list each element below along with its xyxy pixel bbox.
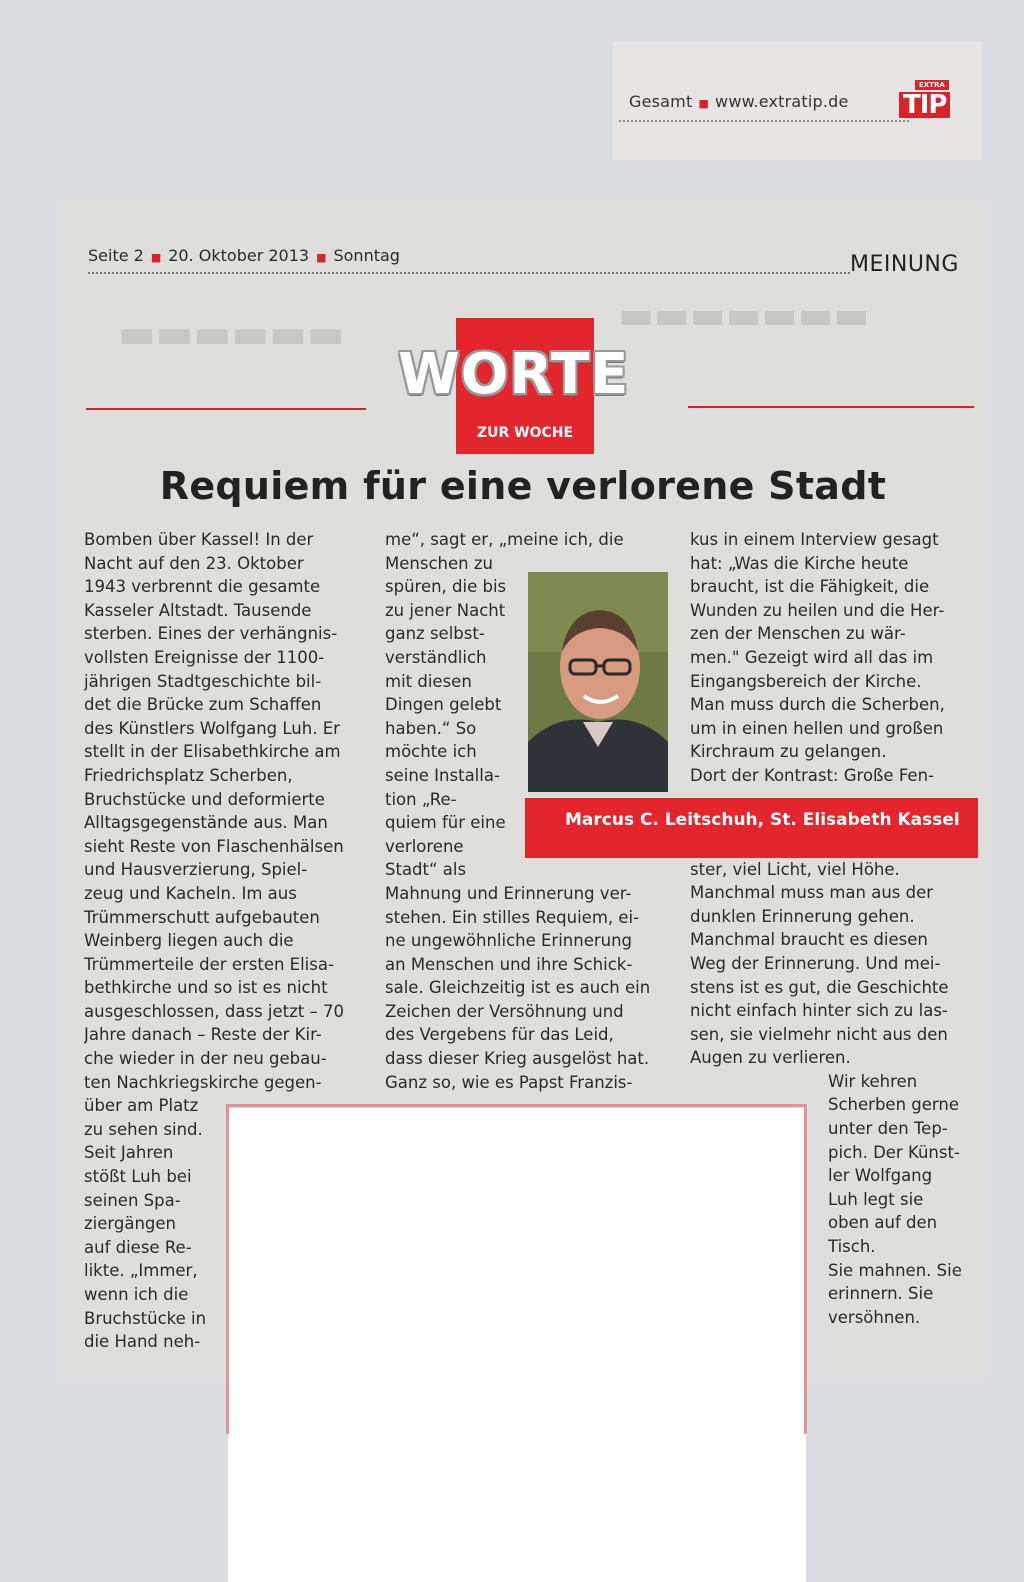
text-line: Friedrichsplatz Scherben, bbox=[84, 765, 293, 785]
text-line: Wir kehren bbox=[828, 1071, 918, 1091]
text-line: stößt Luh bei bbox=[84, 1167, 192, 1187]
masthead-line bbox=[629, 92, 849, 111]
photo-caption-bar bbox=[525, 798, 978, 858]
text-line: Weg der Erinnerung. Und mei- bbox=[690, 953, 941, 973]
text-line: Menschen zu bbox=[385, 553, 493, 573]
text-line: haben.“ So bbox=[385, 718, 477, 738]
text-line: ganz selbst- bbox=[385, 624, 485, 644]
text-line: Wunden zu heilen und die Her- bbox=[690, 600, 945, 620]
cutout-border bbox=[228, 1104, 806, 1107]
text-line: men." Gezeigt wird all das im bbox=[690, 647, 934, 667]
text-line: und Hausverzierung, Spiel- bbox=[84, 860, 308, 880]
text-line: ausgeschlossen, dass jetzt – 70 bbox=[84, 1001, 344, 1021]
text-line: jährigen Stadtgeschichte bil- bbox=[84, 671, 322, 691]
text-line: oben auf den bbox=[828, 1213, 938, 1233]
dotted-rule bbox=[619, 120, 909, 122]
text-line: Kirchraum zu gelangen. bbox=[690, 742, 887, 762]
author-photo bbox=[528, 572, 668, 792]
masthead-clipping bbox=[613, 42, 982, 160]
text-line: zu jener Nacht bbox=[385, 600, 506, 620]
text-line: dunklen Erinnerung gehen. bbox=[690, 906, 915, 926]
text-line: wenn ich die bbox=[84, 1285, 189, 1304]
text-line: Nacht auf den 23. Oktober bbox=[84, 553, 304, 573]
text-line: Scherben gerne bbox=[828, 1095, 959, 1115]
text-line: Sie mahnen. Sie bbox=[828, 1260, 962, 1280]
text-line: quiem für eine bbox=[385, 813, 506, 833]
text-line: Dingen gelebt bbox=[385, 695, 502, 715]
text-line: Bruchstücke und deformierte bbox=[84, 789, 325, 809]
text-line: über am Platz bbox=[84, 1096, 199, 1116]
worte-logo-sub: ZUR WOCHE bbox=[476, 425, 574, 441]
text-line: nicht einfach hinter sich zu las- bbox=[690, 1001, 948, 1021]
page-number: Seite 2 bbox=[88, 246, 144, 265]
logo-tip-word: TIP bbox=[899, 92, 950, 118]
text-line: Eingangsbereich der Kirche. bbox=[690, 671, 922, 691]
text-line: zeug und Kacheln. Im aus bbox=[84, 883, 297, 903]
text-line: Alltagsgegenstände aus. Man bbox=[84, 813, 328, 833]
text-line: an Menschen und ihre Schick- bbox=[385, 954, 633, 974]
text-line: Weinberg liegen auch die bbox=[84, 931, 294, 951]
text-line: Augen zu verlieren. bbox=[690, 1048, 851, 1068]
section-label: MEINUNG bbox=[850, 252, 959, 277]
text-line: Bruchstücke in bbox=[84, 1308, 207, 1328]
photo-caption: Marcus C. Leitschuh, St. Elisabeth Kassel bbox=[565, 810, 960, 830]
text-line: stehen. Ein stilles Requiem, ei- bbox=[385, 907, 640, 927]
text-line: seine Installa- bbox=[385, 765, 500, 785]
text-line: sen, sie vielmehr nicht aus den bbox=[690, 1024, 948, 1044]
text-line: um in einen hellen und großen bbox=[690, 718, 944, 738]
blank-cutout bbox=[228, 1108, 806, 1582]
text-line: Tisch. bbox=[828, 1237, 876, 1257]
text-line: hat: „Was die Kirche heute bbox=[690, 553, 909, 573]
text-line: Dort der Kontrast: Große Fen- bbox=[690, 765, 934, 785]
text-line: det die Brücke zum Schaffen bbox=[84, 695, 322, 715]
bleed-through-shape: ▬▬▬▬▬▬ bbox=[118, 310, 345, 357]
text-line: ne ungewöhnliche Erinnerung bbox=[385, 931, 633, 951]
red-rule-right bbox=[688, 406, 974, 408]
cutout-border bbox=[804, 1104, 807, 1434]
text-line: versöhnen. bbox=[828, 1307, 921, 1327]
text-line: mit diesen bbox=[385, 671, 472, 691]
text-line: ster, viel Licht, viel Höhe. bbox=[690, 859, 900, 879]
text-line: sale. Gleichzeitig ist es auch ein bbox=[385, 978, 651, 998]
text-line: me“, sagt er, „meine ich, die bbox=[385, 530, 624, 549]
cutout-border bbox=[226, 1104, 229, 1434]
text-line: Man muss durch die Scherben, bbox=[690, 695, 945, 715]
text-line: Zeichen der Versöhnung und bbox=[385, 1001, 624, 1021]
article-clipping bbox=[58, 200, 988, 1382]
text-line: seinen Spa- bbox=[84, 1190, 181, 1210]
masthead-label: Gesamt bbox=[629, 92, 693, 111]
issue-date: 20. Oktober 2013 bbox=[168, 246, 310, 265]
text-line: che wieder in der neu gebau- bbox=[84, 1049, 327, 1069]
text-line: unter den Tep- bbox=[828, 1119, 948, 1139]
text-line: ziergängen bbox=[84, 1214, 177, 1234]
text-line: des Vergebens für das Leid, bbox=[385, 1025, 614, 1045]
text-line: Manchmal muss man aus der bbox=[690, 883, 934, 903]
portrait-icon bbox=[528, 572, 668, 792]
text-line: zu sehen sind. bbox=[84, 1119, 203, 1139]
text-line: stellt in der Elisabethkirche am bbox=[84, 742, 341, 762]
text-line: bethkirche und so ist es nicht bbox=[84, 978, 328, 998]
text-line: vollsten Ereignisse der 1100- bbox=[84, 647, 325, 667]
text-line: des Künstlers Wolfgang Luh. Er bbox=[84, 718, 340, 738]
text-line: Trümmerschutt aufgebauten bbox=[84, 907, 320, 927]
text-line: spüren, die bis bbox=[385, 577, 507, 597]
dotted-rule bbox=[88, 272, 850, 274]
bullet-icon: ■ bbox=[316, 251, 327, 264]
text-line: die Hand neh- bbox=[84, 1332, 201, 1352]
text-line: Kasseler Altstadt. Tausende bbox=[84, 600, 312, 620]
text-line: Stadt“ als bbox=[385, 860, 467, 880]
text-line: Bomben über Kassel! In der bbox=[84, 530, 314, 549]
text-line: Mahnung und Erinnerung ver- bbox=[385, 883, 632, 903]
text-line: tion „Re- bbox=[385, 789, 457, 809]
text-line: sterben. Eines der verhängnis- bbox=[84, 624, 338, 644]
issue-day: Sonntag bbox=[333, 246, 400, 265]
headline: Requiem für eine verlorene Stadt bbox=[159, 464, 887, 508]
page-header bbox=[88, 246, 400, 265]
masthead-url: www.extratip.de bbox=[715, 92, 849, 111]
text-line: Manchmal braucht es diesen bbox=[690, 930, 928, 950]
text-line: zen der Menschen zu wär- bbox=[690, 624, 906, 644]
text-line: sieht Reste von Flaschenhälsen bbox=[84, 836, 344, 856]
text-line: pich. Der Künst- bbox=[828, 1142, 960, 1162]
red-rule-left bbox=[86, 408, 366, 410]
text-line: Seit Jahren bbox=[84, 1143, 174, 1163]
text-line: dass dieser Krieg ausgelöst hat. bbox=[385, 1049, 650, 1069]
text-line: auf diese Re- bbox=[84, 1237, 192, 1257]
text-line: stens ist es gut, die Geschichte bbox=[690, 977, 949, 997]
text-line: braucht, ist die Fähigkeit, die bbox=[690, 577, 930, 597]
text-line: kus in einem Interview gesagt bbox=[690, 530, 939, 549]
text-line: ten Nachkriegskirche gegen- bbox=[84, 1072, 322, 1092]
bullet-icon: ■ bbox=[150, 251, 162, 264]
text-line: Trümmerteile der ersten Elisa- bbox=[84, 954, 334, 974]
text-line: Ganz so, wie es Papst Franzis- bbox=[385, 1072, 633, 1092]
text-line: Luh legt sie bbox=[828, 1189, 924, 1209]
text-line: möchte ich bbox=[385, 742, 477, 762]
worte-logo-word: WORTE bbox=[398, 342, 630, 407]
bullet-icon: ■ bbox=[698, 97, 710, 110]
text-line: verständlich bbox=[385, 647, 487, 667]
text-line: 1943 verbrennt die gesamte bbox=[84, 577, 321, 597]
bleed-through-shape: ▬▬▬▬▬▬▬ bbox=[618, 292, 870, 337]
text-line: erinnern. Sie bbox=[828, 1284, 934, 1304]
text-line: ler Wolfgang bbox=[828, 1166, 933, 1186]
text-line: likte. „Immer, bbox=[84, 1261, 198, 1281]
logo-extra-label: EXTRA bbox=[915, 80, 949, 90]
text-line: verlorene bbox=[385, 836, 464, 856]
text-line: Jahre danach – Reste der Kir- bbox=[84, 1025, 322, 1045]
